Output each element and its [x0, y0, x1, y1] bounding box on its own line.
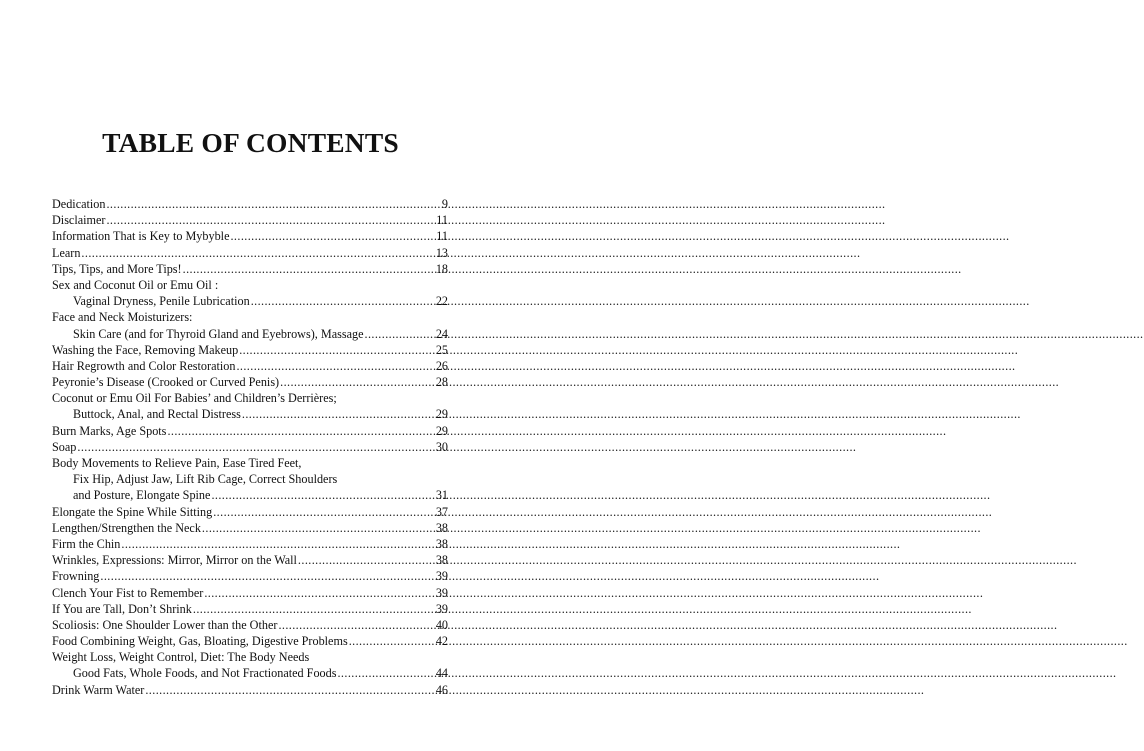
toc-page-number: 11 — [436, 213, 448, 228]
toc-entry — [52, 439, 448, 455]
toc-line — [52, 374, 448, 390]
toc-entry-title: Soap — [52, 439, 77, 454]
dot-leader — [251, 293, 435, 309]
toc-page-number: 26 — [435, 358, 448, 373]
toc-entry-title: Learn — [52, 245, 81, 260]
toc-page-number: 9 — [441, 197, 448, 211]
toc-entry — [52, 585, 448, 601]
toc-entry-title: and Posture, Elongate Spine — [73, 488, 211, 503]
toc-entry — [52, 504, 448, 520]
toc-entry — [52, 520, 448, 536]
toc-line — [52, 520, 448, 536]
toc-entry — [52, 358, 448, 374]
toc-entry-title: Lengthen/Strengthen the Neck — [52, 520, 201, 535]
toc-entry-title: Tips, Tips, and More Tips! — [52, 261, 182, 276]
dot-leader — [77, 439, 434, 455]
toc-entry — [52, 228, 448, 244]
toc-entry — [52, 309, 448, 341]
toc-line — [52, 261, 448, 277]
toc-entry-title: Buttock, Anal, and Rectal Distress — [73, 407, 241, 422]
toc-entry-title: Good Fats, Whole Foods, and Not Fractionated Foods — [73, 666, 337, 681]
toc-line — [52, 342, 448, 358]
toc-page-number: 28 — [435, 375, 448, 390]
toc-entry — [52, 633, 448, 649]
toc-page-number: 29 — [435, 423, 448, 438]
toc-entry-title: Scoliosis: One Shoulder Lower than the Other — [52, 617, 278, 632]
toc-entry — [52, 245, 448, 261]
toc-entry — [52, 342, 448, 358]
dot-leader — [81, 245, 434, 261]
toc-entry — [52, 552, 448, 568]
toc-entry — [52, 649, 448, 681]
toc-entry-title: Sex and Coconut Oil or Emu Oil : — [52, 277, 219, 292]
toc-line — [52, 682, 448, 698]
toc-entry-title: Face and Neck Moisturizers: — [52, 310, 193, 325]
toc-line — [52, 649, 448, 665]
toc-entry — [52, 390, 448, 422]
toc-entry — [52, 374, 448, 390]
toc-page-number: 38 — [435, 553, 448, 568]
dot-leader — [365, 326, 435, 342]
toc-entry — [52, 261, 448, 277]
dot-leader — [298, 552, 435, 568]
toc-line — [52, 471, 448, 487]
toc-page-number: 11 — [436, 229, 448, 244]
toc-page-number: 24 — [435, 326, 448, 341]
toc-line — [52, 439, 448, 455]
toc-line — [52, 228, 448, 244]
toc-entry-title: Fix Hip, Adjust Jaw, Lift Rib Cage, Correct Shoulders — [73, 472, 338, 487]
toc-line — [52, 568, 448, 584]
toc-page-number: 44 — [435, 666, 448, 681]
toc-page-number: 29 — [435, 407, 448, 422]
toc-page-number: 38 — [435, 536, 448, 551]
dot-leader — [106, 212, 435, 228]
toc-page-number: 22 — [435, 294, 448, 309]
toc-line — [52, 406, 448, 422]
toc-entry — [52, 617, 448, 633]
toc-page-number: 30 — [435, 439, 448, 454]
toc-page-number: 38 — [435, 520, 448, 535]
toc-line — [52, 293, 448, 309]
dot-leader — [211, 487, 434, 503]
toc-entry — [52, 277, 448, 309]
toc-page-number: 37 — [435, 504, 448, 519]
dot-leader — [202, 520, 435, 536]
toc-entry-title: Vaginal Dryness, Penile Lubrication — [73, 294, 250, 309]
table-of-contents — [52, 196, 448, 698]
toc-page-number: 13 — [435, 245, 448, 260]
dot-leader — [100, 568, 434, 584]
toc-page-number: 39 — [435, 585, 448, 600]
toc-entry — [52, 212, 448, 228]
toc-page-number: 46 — [435, 682, 448, 697]
toc-entry-title: Clench Your Fist to Remember — [52, 585, 204, 600]
toc-page-number: 42 — [435, 634, 448, 649]
toc-page-number: 18 — [435, 261, 448, 276]
toc-line — [52, 277, 448, 293]
toc-line — [52, 487, 448, 503]
dot-leader — [145, 682, 434, 698]
toc-line — [52, 196, 448, 212]
toc-entry — [52, 682, 448, 698]
toc-line — [52, 245, 448, 261]
toc-entry-title: Skin Care (and for Thyroid Gland and Eyebrows), Massage — [73, 326, 364, 341]
toc-line — [52, 617, 448, 633]
toc-entry-title: Body Movements to Relieve Pain, Ease Tired Feet, — [52, 456, 302, 470]
dot-leader — [121, 536, 434, 552]
dot-leader — [193, 601, 435, 617]
toc-line — [52, 358, 448, 374]
dot-leader — [204, 585, 434, 601]
toc-line — [52, 423, 448, 439]
toc-line — [52, 212, 448, 228]
toc-page-number: 39 — [435, 569, 448, 584]
toc-entry — [52, 196, 448, 212]
dot-leader — [349, 633, 435, 649]
toc-entry — [52, 601, 448, 617]
toc-entry — [52, 568, 448, 584]
toc-entry-title: Burn Marks, Age Spots — [52, 423, 167, 438]
dot-leader — [280, 374, 435, 390]
toc-entry-title: Firm the Chin — [52, 536, 121, 551]
toc-entry-title: Peyronie’s Disease (Crooked or Curved Penis) — [52, 375, 280, 390]
toc-entry-title: Disclaimer — [52, 213, 106, 228]
toc-entry-title: Elongate the Spine While Sitting — [52, 504, 213, 519]
toc-line — [52, 601, 448, 617]
toc-entry-title: Dedication — [52, 197, 106, 211]
dot-leader — [278, 617, 434, 633]
toc-entry-title: Information That is Key to Mybyble — [52, 229, 230, 244]
dot-leader — [167, 423, 434, 439]
dot-leader — [242, 406, 435, 422]
toc-line — [52, 665, 448, 681]
dot-leader — [183, 261, 435, 277]
toc-line — [52, 455, 448, 471]
toc-entry-title: Washing the Face, Removing Makeup — [52, 342, 239, 357]
toc-entry — [52, 455, 448, 504]
dot-leader — [230, 228, 435, 244]
toc-entry — [52, 536, 448, 552]
dot-leader — [106, 196, 440, 212]
toc-entry-title: Drink Warm Water — [52, 682, 145, 697]
toc-entry-title: Wrinkles, Expressions: Mirror, Mirror on the Wall — [52, 553, 297, 568]
toc-page-number: 39 — [435, 601, 448, 616]
toc-line — [52, 504, 448, 520]
toc-entry-title: Weight Loss, Weight Control, Diet: The Body Needs — [52, 650, 310, 665]
dot-leader — [213, 504, 435, 520]
toc-line — [52, 309, 448, 325]
toc-entry-title: Frowning — [52, 569, 100, 584]
toc-line — [52, 633, 448, 649]
toc-entry-title: If You are Tall, Don’t Shrink — [52, 601, 192, 616]
dot-leader — [239, 342, 435, 358]
toc-line — [52, 585, 448, 601]
toc-line — [52, 552, 448, 568]
toc-entry — [52, 423, 448, 439]
toc-entry-title: Coconut or Emu Oil For Babies’ and Children’s Derrières; — [52, 391, 337, 406]
toc-entry-title: Food Combining Weight, Gas, Bloating, Digestive Problems — [52, 634, 348, 649]
dot-leader — [236, 358, 434, 374]
toc-page-number: 40 — [435, 617, 448, 632]
toc-line — [52, 536, 448, 552]
toc-line — [52, 326, 448, 342]
page-title: TABLE OF CONTENTS — [102, 127, 399, 158]
toc-entry-title: Hair Regrowth and Color Restoration — [52, 358, 236, 373]
dot-leader — [337, 665, 434, 681]
toc-line — [52, 390, 448, 406]
toc-page-number: 31 — [435, 488, 448, 503]
toc-page-number: 25 — [435, 342, 448, 357]
